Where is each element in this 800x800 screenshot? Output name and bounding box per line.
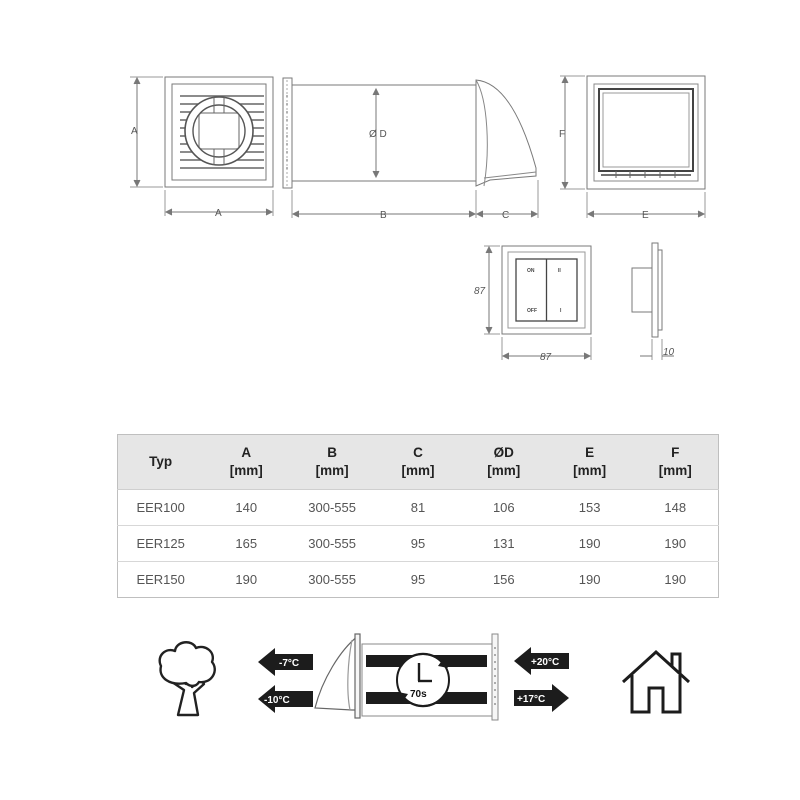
header-b: B [mm] [289, 435, 375, 490]
cell-type: EER150 [118, 562, 204, 598]
side-tube-view [283, 78, 536, 188]
dim-b-label: B [380, 210, 387, 221]
cell-a: 190 [203, 562, 289, 598]
header-typ: Typ [118, 435, 204, 490]
cell-b: 300-555 [289, 562, 375, 598]
dim-a-horizontal-label: A [215, 208, 222, 219]
cell-type: EER100 [136, 500, 185, 515]
cell-d: 106 [492, 500, 515, 515]
header-e: E [mm] [547, 435, 633, 490]
header-f: F [mm] [633, 435, 719, 490]
control-panel-side [632, 243, 662, 337]
control-panel-front [502, 246, 591, 334]
cell-f: 148 [664, 500, 687, 515]
front-grille-view [165, 77, 273, 187]
header-d: ØD [mm] [461, 435, 547, 490]
panel-off-label: OFF [527, 308, 537, 314]
cell-a: 165 [203, 526, 289, 562]
cell-e: 190 [547, 526, 633, 562]
cell-c: 81 [410, 500, 426, 515]
table-row [118, 526, 719, 562]
panel-mode-symbol: II [558, 268, 561, 274]
dim-f-label: F [559, 129, 566, 140]
spec-table [117, 434, 719, 598]
indoor-temp-bottom: +17°C [517, 694, 546, 705]
cell-e: 153 [578, 500, 601, 515]
cell-b: 300-555 [308, 500, 356, 515]
cell-c: 95 [375, 526, 461, 562]
cell-c: 95 [375, 562, 461, 598]
cell-b: 300-555 [289, 526, 375, 562]
table-row [118, 562, 719, 598]
header-c: C [mm] [375, 435, 461, 490]
cell-f: 190 [633, 562, 719, 598]
back-frame-view [587, 76, 705, 189]
cell-a: 140 [235, 500, 258, 515]
outdoor-temp-top: -7°C [279, 658, 300, 669]
dim-c-label: C [502, 210, 510, 221]
tree-icon [160, 642, 215, 715]
house-icon [623, 652, 689, 712]
dim-a-vertical-label: A [131, 126, 138, 137]
cell-d: 131 [461, 526, 547, 562]
header-a: A [mm] [203, 435, 289, 490]
dim-panel-width-label: 87 [540, 352, 552, 363]
indoor-temp-top: +20°C [531, 657, 560, 668]
outdoor-temp-bottom: -10°C [264, 695, 290, 706]
cell-d: 156 [461, 562, 547, 598]
panel-one-symbol: I [560, 308, 562, 314]
cell-e: 190 [547, 562, 633, 598]
table-header-row [118, 435, 719, 490]
table-row [118, 490, 719, 526]
dim-panel-depth-label: 10 [663, 347, 675, 358]
dim-e-label: E [642, 210, 649, 221]
cell-type: EER125 [118, 526, 204, 562]
hood-cover [315, 634, 360, 718]
dim-panel-height-label: 87 [474, 286, 486, 297]
cell-f: 190 [633, 526, 719, 562]
cycle-time-label: 70s [410, 689, 427, 700]
dim-diameter-label: Ø D [369, 129, 387, 140]
airflow-diagram [0, 610, 800, 760]
panel-on-label: ON [527, 268, 535, 274]
